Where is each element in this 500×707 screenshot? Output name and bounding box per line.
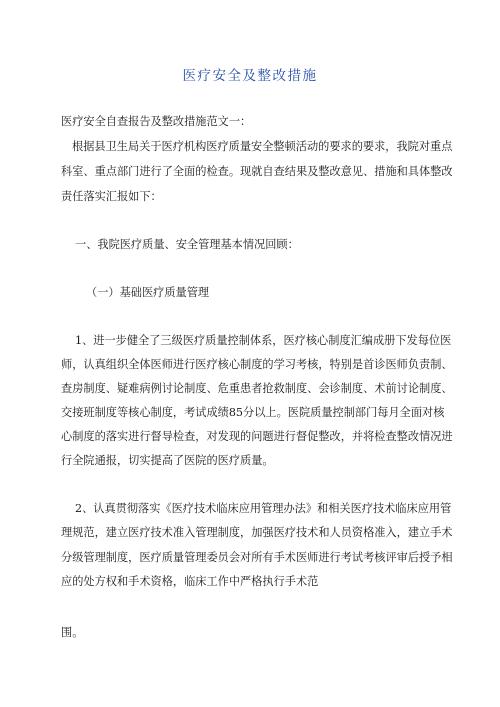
paragraph-line: 2、认真贯彻落实《医疗技术临床应用管理办法》和相关医疗技术临床应用管 [75,502,452,515]
paragraph-line: 应的处方权和手术资格，临床工作中严格执行手术范 [61,575,319,588]
paragraph-line: 理规范，建立医疗技术准入管理制度，加强医疗技术和人员资格准入，建立手术 [61,526,453,539]
document-title: 医疗安全及整改措施 [182,68,318,84]
paragraph-line: 交接班制度等核心制度，考试成绩85分以上。医院质量控制部门每月全面对核 [61,406,445,419]
paragraph-line: 科室、重点部门进行了全面的检查。现就自查结果及整改意见、措施和具体整改 [61,165,453,178]
subsection-heading: （一）基础医疗质量管理 [86,286,210,299]
paragraph-line: 心制度的落实进行督导检查，对发现的问题进行督促整改，并将检查整改情况进 [61,430,453,443]
paragraph-line: 责任落实汇报如下： [61,190,162,203]
paragraph-line: 围。 [61,626,84,639]
paragraph-line: 师，认真组织全体医师进行医疗核心制度的学习考核，特别是首诊医师负责制、 [61,358,453,371]
paragraph-line: 行全院通报，切实提高了医院的医疗质量。 [61,454,274,467]
section-heading: 一、我院医疗质量、安全管理基本情况回顾： [75,238,299,251]
paragraph-line: 根据县卫生局关于医疗机构医疗质量安全整顿活动的要求的要求，我院对重点 [72,140,453,153]
paragraph-line: 分级管理制度，医疗质量管理委员会对所有手术医师进行考试考核评审后授予相 [61,551,453,564]
paragraph-line: 1、进一步健全了三级医疗质量控制体系，医疗核心制度汇编成册下发每位医 [75,334,452,347]
intro-line: 医疗安全自查报告及整改措施范文一： [61,115,252,128]
paragraph-line: 查房制度、疑难病例讨论制度、危重患者抢救制度、会诊制度、术前讨论制度、 [61,382,453,395]
